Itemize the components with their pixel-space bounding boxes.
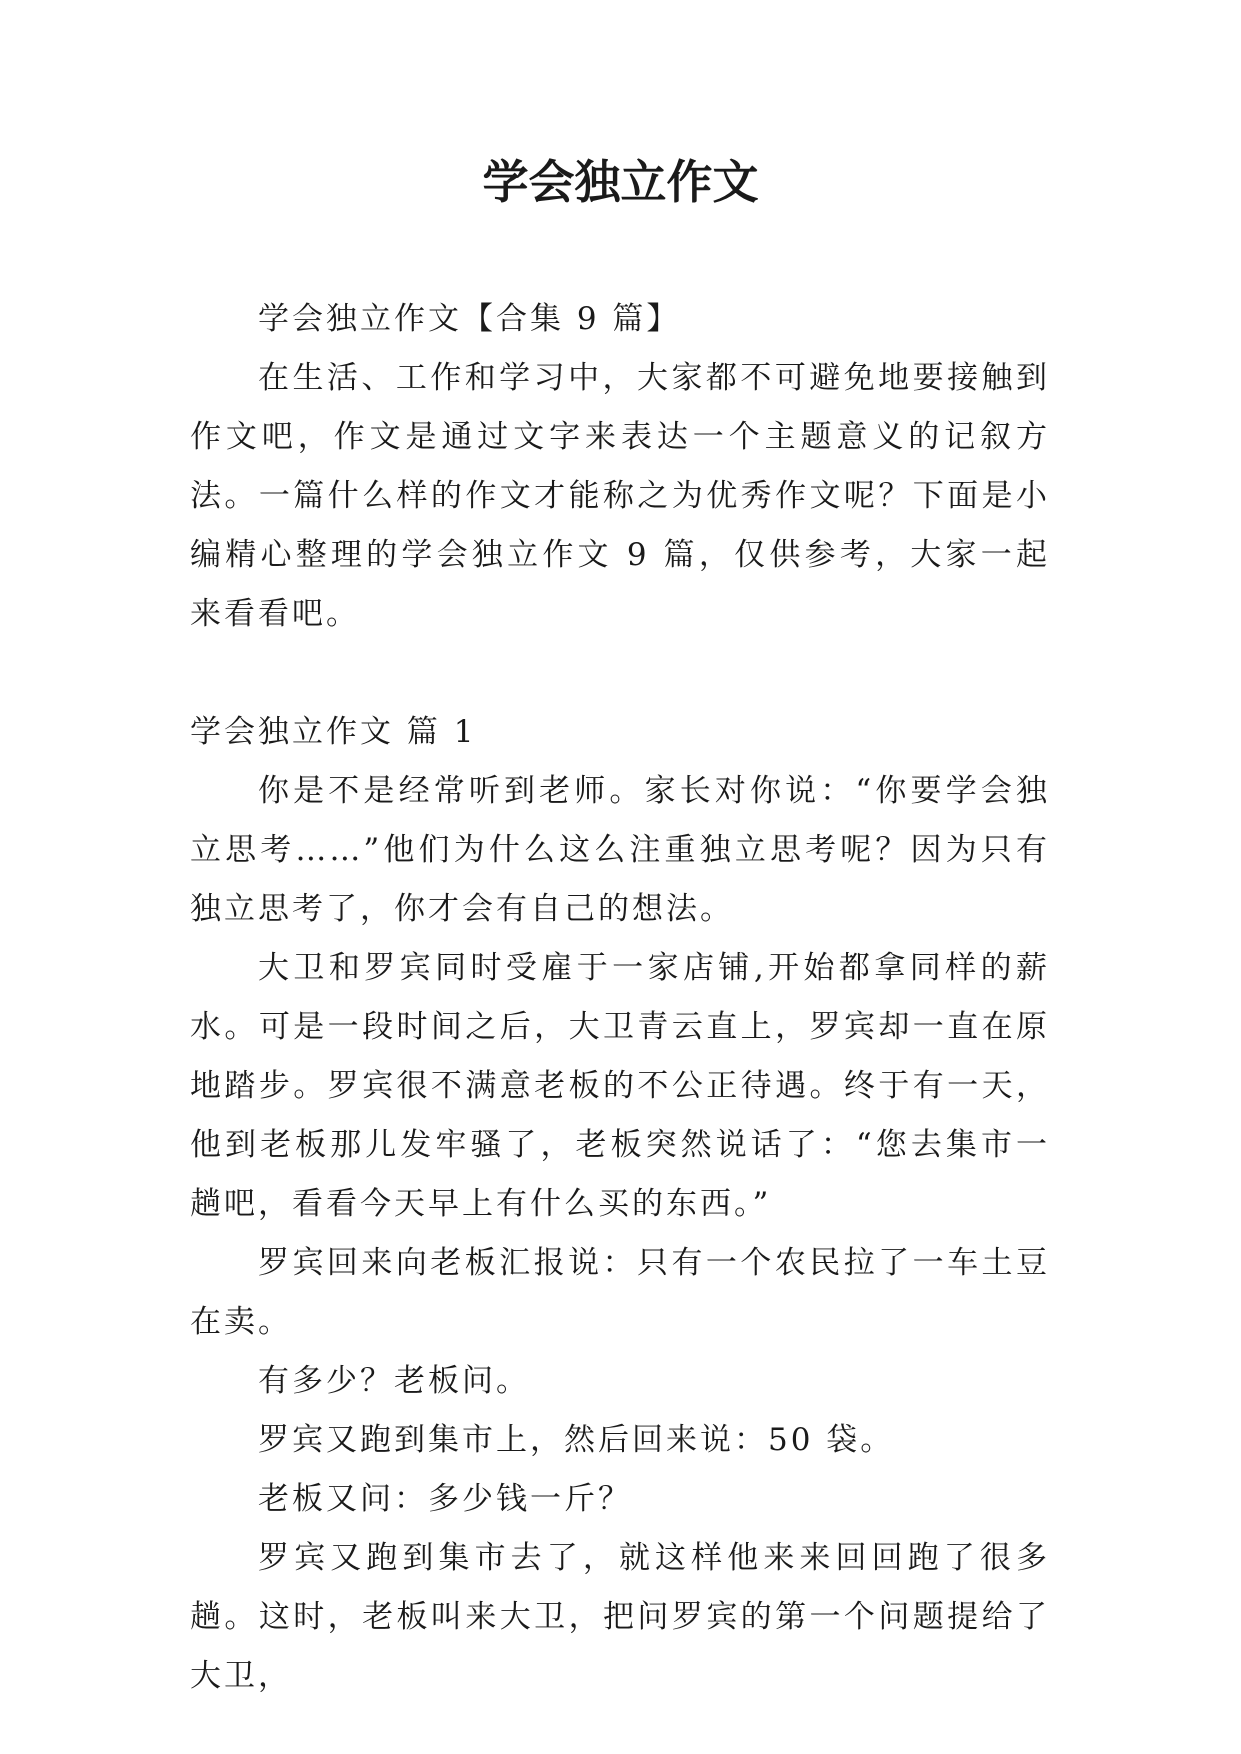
intro-paragraph: 在生活、工作和学习中，大家都不可避免地要接触到作文吧，作文是通过文字来表达一个主题意义的记叙方法。一篇什么样的作文才能称之为优秀作文呢？下面是小编精心整理的学会独立作文 9 篇，仅供参考，大家一起来看看吧。 <box>190 360 1050 632</box>
body-paragraph: 老板又问：多少钱一斤？ <box>258 1481 632 1517</box>
section-heading: 学会独立作文 篇 1 <box>190 714 477 750</box>
body-paragraph: 有多少？老板问。 <box>258 1363 530 1399</box>
document-body <box>190 290 1050 1706</box>
body-paragraph: 罗宾又跑到集市上，然后回来说：50 袋。 <box>258 1422 895 1458</box>
collection-subtitle: 学会独立作文【合集 9 篇】 <box>258 301 681 337</box>
body-paragraph: 罗宾又跑到集市去了，就这样他来来回回跑了很多趟。这时，老板叫来大卫，把问罗宾的第一个问题提给了大卫， <box>190 1540 1050 1694</box>
body-paragraph: 大卫和罗宾同时受雇于一家店铺,开始都拿同样的薪水。可是一段时间之后，大卫青云直上，罗宾却一直在原地踏步。罗宾很不满意老板的不公正待遇。终于有一天，他到老板那儿发牢骚了，老板突然说话了：“您去集市一趟吧，看看今天早上有什么买的东西。” <box>190 950 1050 1222</box>
paragraph-spacer <box>190 644 1050 703</box>
document-title: 学会独立作文 <box>482 155 759 209</box>
body-paragraph: 罗宾回来向老板汇报说：只有一个农民拉了一车土豆在卖。 <box>190 1245 1050 1340</box>
body-paragraph: 你是不是经常听到老师。家长对你说：“你要学会独立思考……”他们为什么这么注重独立思考呢？因为只有独立思考了，你才会有自己的想法。 <box>190 773 1050 927</box>
